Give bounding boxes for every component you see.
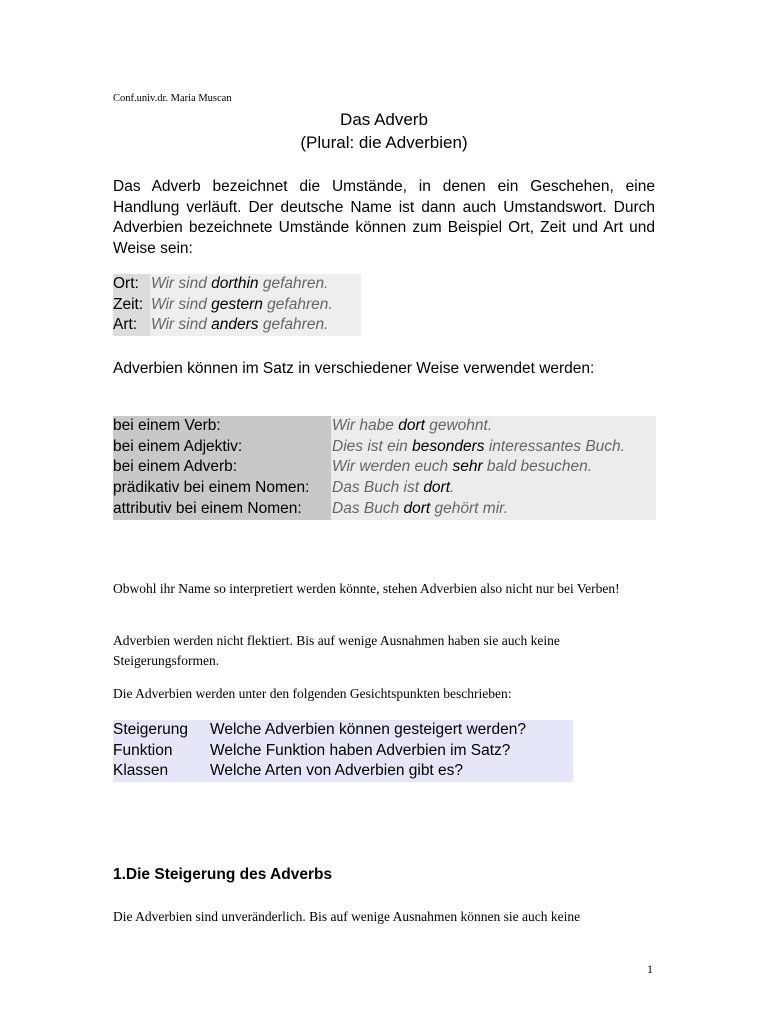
note-paragraph: Obwohl ihr Name so interpretiert werden könnte, stehen Adverbien also nicht nur bei Verben!	[113, 581, 620, 596]
criteria-table	[113, 720, 573, 782]
usage-label: prädikativ bei einem Nomen:	[113, 478, 331, 499]
example-sentence: Wir sind gestern gefahren.	[150, 295, 361, 316]
example-label: Zeit:	[113, 295, 150, 316]
page-number: 1	[647, 962, 653, 976]
example-label: Ort:	[113, 274, 150, 295]
example-sentence: Wir sind dorthin gefahren.	[150, 274, 361, 295]
intro-paragraph: Das Adverb bezeichnet die Umstände, in denen ein Geschehen, eine Handlung verläuft. Der deutsche Name ist dann auch Umstandswort. Durch Adverbien bezeichnete Umstände können zum Beispiel Ort, Zeit und Art und Weise sein:	[113, 178, 655, 258]
author-line: Conf.univ.dr. Maria Muscan	[113, 93, 232, 104]
example-sentence: Wir sind anders gefahren.	[150, 315, 361, 336]
example-row-art	[113, 315, 361, 336]
usage-label: bei einem Adverb:	[113, 457, 331, 478]
usage-label: bei einem Adjektiv:	[113, 437, 331, 458]
usage-example: Das Buch ist dort.	[331, 478, 656, 499]
document-subtitle: (Plural: die Adverbien)	[300, 133, 468, 152]
criteria-intro-paragraph: Die Adverbien werden unter den folgenden Gesichtspunkten beschrieben:	[113, 686, 512, 701]
criteria-question: Welche Arten von Adverbien gibt es?	[210, 762, 464, 780]
example-row-zeit	[113, 295, 361, 316]
example-row-ort	[113, 274, 361, 295]
usage-example: Wir werden euch sehr bald besuchen.	[331, 457, 656, 478]
inflection-paragraph: Adverbien werden nicht flektiert. Bis auf wenige Ausnahmen haben sie auch keine Steigerungsformen.	[113, 633, 560, 668]
example-label: Art:	[113, 315, 150, 336]
section-paragraph: Die Adverbien sind unveränderlich. Bis auf wenige Ausnahmen können sie auch keine	[113, 909, 581, 924]
criteria-term: Funktion	[113, 741, 173, 759]
usage-table	[113, 416, 656, 520]
criteria-term: Steigerung	[113, 721, 188, 738]
examples-table	[113, 274, 361, 336]
section-heading: 1.Die Steigerung des Adverbs	[113, 866, 333, 883]
usage-intro-paragraph: Adverbien können im Satz in verschiedener Weise verwendet werden:	[113, 360, 595, 377]
criteria-question: Welche Adverbien können gesteigert werden?	[210, 721, 526, 738]
criteria-term: Klassen	[113, 762, 169, 780]
usage-example: Wir habe dort gewohnt.	[331, 416, 656, 437]
criteria-question: Welche Funktion haben Adverbien im Satz?	[210, 741, 511, 759]
usage-label: attributiv bei einem Nomen:	[113, 499, 331, 520]
usage-label: bei einem Verb:	[113, 416, 331, 437]
usage-example: Das Buch dort gehört mir.	[331, 499, 656, 520]
document-title: Das Adverb	[340, 110, 428, 129]
usage-example: Dies ist ein besonders interessantes Buch.	[331, 437, 656, 458]
